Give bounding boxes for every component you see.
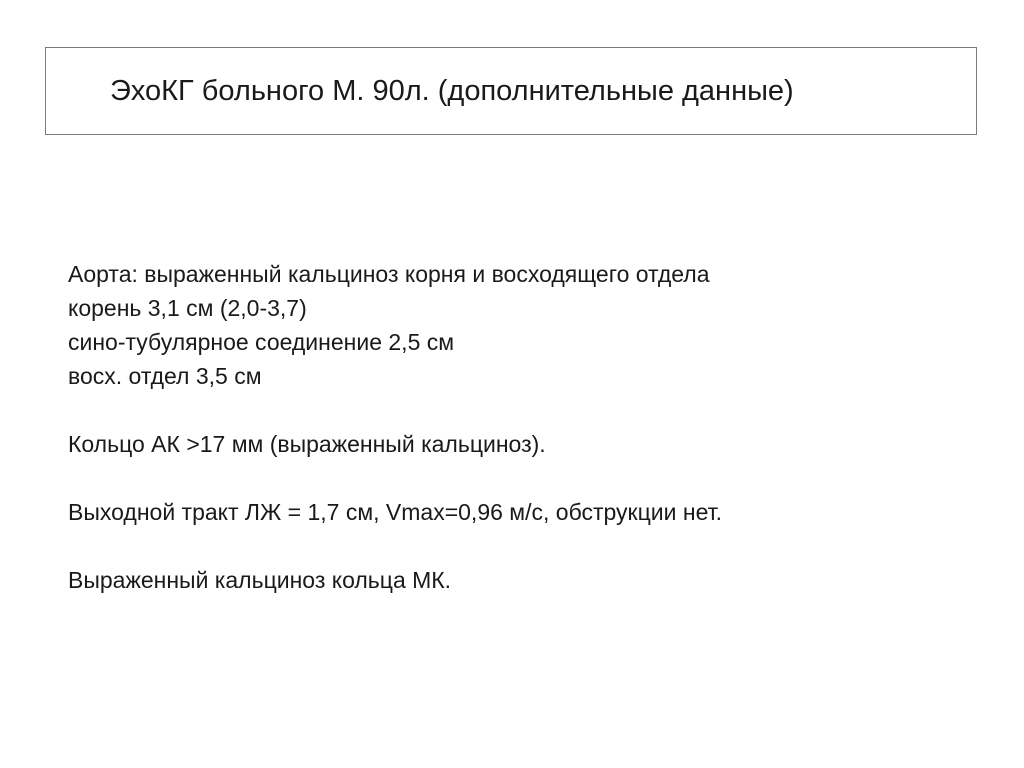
slide-title: ЭхоКГ больного М. 90л. (дополнительные данные) [110,74,794,107]
ascending-line: восх. отдел 3,5 см [68,363,262,389]
aortic-valve-ring-line: Кольцо АК >17 мм (выраженный кальциноз). [68,431,546,457]
aorta-line: Аорта: выраженный кальциноз корня и восходящего отдела [68,261,710,287]
slide-body [68,257,722,597]
spacer [68,461,722,495]
spacer [68,529,722,563]
mitral-ring-line: Выраженный кальциноз кольца МК. [68,567,452,593]
root-line: корень 3,1 см (2,0-3,7) [68,295,307,321]
sinotubular-line: сино-тубулярное соединение 2,5 см [68,329,455,355]
title-box [45,47,977,135]
lv-outflow-tract-line: Выходной тракт ЛЖ = 1,7 см, Vmax=0,96 м/с, обструкции нет. [68,499,722,525]
spacer [68,393,722,427]
